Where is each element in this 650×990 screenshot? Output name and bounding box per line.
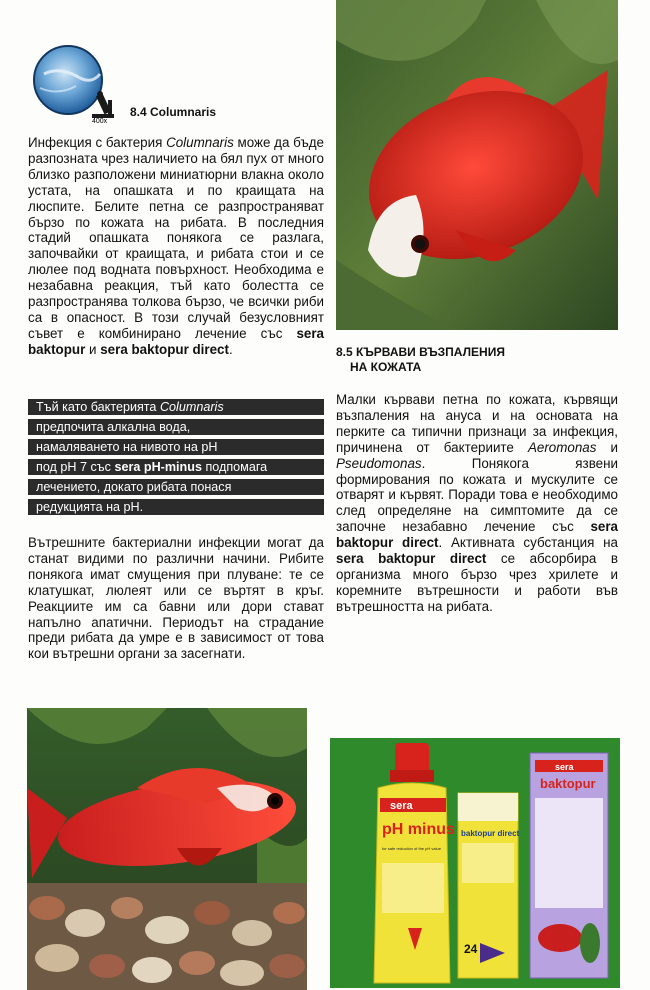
callout-line [28, 399, 324, 415]
callout-line [28, 499, 324, 515]
text-run: предпочита алкална вода, [36, 420, 191, 434]
callout-line [28, 479, 324, 495]
text-run: и [596, 439, 619, 455]
product-name: sera baktopur [28, 325, 324, 357]
callout-line [28, 459, 324, 475]
ph-minus-name: pH minus [382, 821, 455, 838]
red-molly-photo [27, 708, 307, 990]
ph-callout-box [28, 399, 324, 519]
bacteria-name: Pseudomonas [336, 455, 422, 471]
text-run: намаляването на нивото на pH [36, 440, 218, 454]
text-run: лечението, докато рибата понася [36, 480, 232, 494]
callout-line [28, 439, 324, 455]
internal-infections-paragraph: Вътрешните бактериални инфекции могат да станат видими по различни начини. Рибите понякога имат смущения при плуване: те се клатушкат, люлеят или се въртят в кръг. Реакциите им са бавни или дори стават напълно апатични. Периодът на страдание преди рибата да умре е в зависимост от това кои вътрешни органи за засегнати. [28, 535, 324, 662]
product-name: sera baktopur direct [100, 341, 229, 357]
text-run: Инфекция с бактерия [28, 135, 167, 150]
text-run: и [85, 341, 101, 357]
text-run: . Активната субстанция на [438, 535, 618, 551]
section-title-line-1: 8.5 КЪРВАВИ ВЪЗПАЛЕНИЯ [336, 345, 505, 359]
text-run: подпомага [201, 460, 268, 474]
text-run: редукцията на pH. [36, 500, 144, 514]
text-run: под pH 7 със [36, 460, 115, 474]
product-name: sera baktopur direct [336, 519, 618, 551]
baktopur-direct-name: baktopur direct [461, 829, 520, 838]
sera-products [330, 738, 620, 988]
baktopur-name: baktopur [540, 776, 596, 791]
magnification-label: 400x [92, 118, 108, 124]
microscope-badge [30, 44, 122, 124]
section-title-line-2: НА КОЖАТА [350, 360, 422, 374]
text-run: . [228, 341, 233, 357]
gravel [27, 883, 307, 990]
baktopur-box [530, 753, 608, 978]
red-platy-photo [336, 0, 618, 330]
baktopur-direct-count: 24 [464, 942, 478, 956]
text-run: се абсорбира в организма много бързо чрез хрилете и коремните вътрешности и работи във вътрешността на рибата. [336, 551, 618, 614]
text-run: може да бъде разпозната чрез наличието на бял пух от много близко разположени миниатюрни влакна около устата, на опашката и по краищата на люспите. Белите петна се разпространяват бързо по кожата на рибата. В последния стадий опашката понякога се разлага, започвайки от краищата, и рибата стои и се люлее под водната повърхност. Необходима е незабавна реакция, тъй като болестта се разпространява толкова бързо, че всички риби са в опасност. В този случай безусловният съвет е комбинирано лечение със [28, 135, 324, 341]
bacteria-name: Columnaris [166, 135, 234, 150]
text-run: Малки кървави петна по кожата, кървящи възпаления на ануса и на основата на перките са типични признаци за инфекция, причинена от бактериите [336, 392, 618, 455]
columnaris-paragraph [28, 135, 324, 358]
product-name: sera baktopur direct [336, 551, 487, 567]
section-title-columnaris: 8.4 Columnaris [130, 105, 217, 119]
baktopur-direct-box [458, 793, 520, 978]
product-name: sera pH-minus [114, 460, 202, 474]
baktopur-brand: sera [555, 762, 574, 772]
text-run: Тъй като бактерията [36, 400, 160, 414]
callout-line [28, 419, 324, 435]
bloody-inflammation-paragraph [336, 392, 618, 615]
section-title-bloody-inflammation [336, 345, 505, 375]
ph-minus-brand: sera [390, 800, 413, 812]
bacteria-name: Columnaris [159, 400, 224, 414]
text-run: . Понякога язвени формирования по кожата и мускулите се отварят и кървят. Поради това е необходимо след определяне на симптомите да се започне незабавно лечение със [336, 455, 618, 535]
ph-minus-text: for safe reduction of the pH value [382, 846, 441, 851]
bacteria-name: Aeromonas [527, 439, 597, 455]
